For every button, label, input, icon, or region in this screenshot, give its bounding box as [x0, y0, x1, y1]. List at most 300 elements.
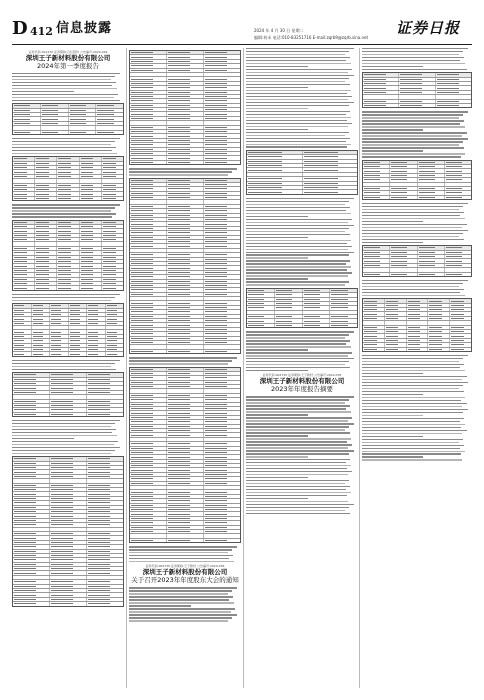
text-line	[362, 206, 463, 207]
body-text	[246, 198, 358, 286]
text-line	[362, 233, 463, 234]
table-cell	[13, 335, 32, 338]
table-cell	[167, 337, 204, 340]
text-line	[246, 93, 347, 94]
table-cell	[204, 196, 240, 199]
table-cell	[13, 175, 35, 178]
table-cell	[87, 576, 123, 579]
table-cell	[167, 521, 204, 524]
table-cell	[204, 73, 240, 76]
table-cell	[50, 348, 69, 351]
table-cell	[13, 506, 50, 509]
table-cell	[13, 339, 32, 342]
text-line	[246, 346, 351, 347]
text-line	[12, 369, 116, 370]
table-cell	[130, 152, 167, 155]
table-cell	[204, 187, 240, 190]
table-cell	[204, 407, 240, 410]
table-cell	[57, 179, 79, 182]
table-cell	[130, 381, 167, 384]
table-cell	[87, 400, 123, 403]
text-line	[129, 608, 235, 609]
table-cell	[69, 117, 97, 120]
notice-report-title: 2024年第一季度报告	[36, 62, 100, 70]
table-cell	[87, 510, 123, 513]
table-cell	[87, 479, 123, 482]
table-cell	[303, 168, 358, 171]
table-cell	[130, 490, 167, 493]
table-cell	[130, 504, 167, 507]
table-cell	[130, 218, 167, 221]
table-cell	[204, 99, 240, 102]
table-cell	[50, 602, 87, 605]
text-line	[129, 596, 233, 597]
table-cell	[130, 486, 167, 489]
table-cell	[130, 517, 167, 520]
table-cell	[204, 345, 240, 348]
table-cell	[130, 240, 167, 243]
column-2	[129, 48, 241, 688]
data-table	[129, 50, 241, 165]
table-cell	[102, 157, 123, 160]
text-line	[362, 459, 462, 460]
table-cell	[167, 468, 204, 471]
table-cell	[445, 174, 471, 177]
table-cell	[450, 299, 471, 302]
table-cell	[428, 312, 450, 315]
table-cell	[130, 126, 167, 129]
table-cell	[303, 324, 331, 327]
text-line	[246, 263, 346, 264]
body-text	[246, 331, 358, 371]
data-table	[246, 150, 358, 195]
text-line	[246, 278, 308, 279]
table-cell	[87, 545, 123, 548]
table-cell	[130, 86, 167, 89]
table-cell	[436, 78, 471, 81]
notice-report-title: 关于召开2023年年度股东大会的通知	[131, 576, 239, 585]
editor-line: 编辑:何禾 电话:010-83251716 E-mail:zqrb9@zqrb.sina.net	[254, 35, 369, 40]
table-cell	[35, 192, 57, 195]
table-cell	[87, 519, 123, 522]
table-cell	[69, 126, 97, 129]
table-cell	[445, 169, 471, 172]
table-cell	[407, 317, 429, 320]
table-cell	[363, 187, 390, 190]
text-line	[362, 117, 459, 118]
table-cell	[13, 571, 50, 574]
table-cell	[130, 179, 167, 182]
table-cell	[69, 352, 88, 355]
table-cell	[204, 288, 240, 291]
table-cell	[428, 326, 450, 329]
table-cell	[13, 395, 50, 398]
table-cell	[130, 403, 167, 406]
table-cell	[13, 378, 50, 381]
text-line	[246, 352, 352, 353]
table-cell	[32, 348, 51, 351]
text-line	[362, 63, 465, 64]
table-cell	[399, 82, 435, 85]
table-cell	[204, 130, 240, 133]
table-cell	[130, 187, 167, 190]
table-cell	[247, 155, 303, 158]
table-cell	[130, 139, 167, 142]
table-cell	[167, 332, 204, 335]
data-table	[12, 103, 124, 135]
table-cell	[363, 251, 390, 254]
table-cell	[167, 438, 204, 441]
table-row	[130, 539, 240, 542]
table-cell	[57, 251, 79, 254]
table-cell	[204, 266, 240, 269]
table-cell	[275, 324, 303, 327]
text-line	[246, 141, 346, 142]
text-line	[362, 358, 463, 359]
table-cell	[167, 319, 204, 322]
text-line	[246, 111, 350, 112]
table-cell	[167, 328, 204, 331]
table-cell	[57, 225, 79, 228]
text-line	[12, 447, 120, 448]
table-cell	[130, 407, 167, 410]
table-cell	[13, 238, 35, 241]
table-cell	[102, 286, 123, 289]
table-cell	[418, 255, 445, 258]
table-cell	[204, 368, 240, 371]
table-cell	[41, 117, 69, 120]
text-line	[362, 224, 467, 225]
column-divider	[243, 48, 244, 688]
text-line	[12, 435, 117, 436]
table-cell	[167, 394, 204, 397]
data-table	[12, 303, 124, 357]
table-cell	[13, 475, 50, 478]
table-cell	[418, 251, 445, 254]
table-cell	[436, 91, 471, 94]
table-cell	[13, 352, 32, 355]
table-cell	[50, 528, 87, 531]
table-cell	[57, 260, 79, 263]
text-line	[362, 66, 423, 67]
table-cell	[247, 315, 275, 318]
text-line	[362, 456, 423, 457]
text-line	[246, 63, 351, 64]
text-line	[246, 243, 347, 244]
text-line	[246, 426, 349, 427]
table-cell	[275, 298, 303, 301]
table-cell	[390, 246, 417, 249]
table-cell	[167, 218, 204, 221]
table-cell	[167, 473, 204, 476]
table-cell	[130, 183, 167, 186]
table-cell	[363, 82, 399, 85]
text-line	[12, 300, 111, 301]
table-cell	[204, 376, 240, 379]
table-cell	[204, 530, 240, 533]
text-line	[12, 207, 115, 208]
table-cell	[204, 429, 240, 432]
table-cell	[204, 152, 240, 155]
text-line	[12, 423, 115, 424]
text-line	[246, 252, 354, 253]
table-cell	[87, 386, 123, 389]
table-cell	[57, 221, 79, 224]
table-cell	[390, 255, 417, 258]
table-cell	[450, 330, 471, 333]
table-cell	[57, 273, 79, 276]
table-cell	[130, 253, 167, 256]
text-line	[362, 453, 461, 454]
table-cell	[130, 73, 167, 76]
table-cell	[204, 490, 240, 493]
table-cell	[50, 352, 69, 355]
table-cell	[13, 408, 50, 411]
table-cell	[87, 344, 106, 347]
table-cell	[204, 411, 240, 414]
table-cell	[130, 156, 167, 159]
table-cell	[204, 381, 240, 384]
table-cell	[399, 78, 435, 81]
table-cell	[363, 348, 385, 351]
text-line	[362, 60, 460, 61]
table-cell	[167, 231, 204, 234]
table-cell	[390, 174, 417, 177]
header-rule	[12, 44, 472, 45]
table-cell	[450, 312, 471, 315]
table-cell	[130, 389, 167, 392]
table-cell	[275, 306, 303, 309]
table-cell	[130, 91, 167, 94]
table-cell	[87, 335, 106, 338]
table-cell	[363, 174, 390, 177]
table-cell	[450, 343, 471, 346]
table-cell	[204, 341, 240, 344]
text-line	[129, 171, 232, 172]
text-line	[246, 444, 352, 445]
table-cell	[204, 284, 240, 287]
table-cell	[204, 499, 240, 502]
table-row	[130, 161, 240, 164]
table-cell	[87, 550, 123, 553]
text-line	[246, 361, 349, 362]
table-cell	[363, 321, 385, 324]
table-cell	[35, 162, 57, 165]
text-line	[246, 228, 349, 229]
table-cell	[390, 191, 417, 194]
table-cell	[167, 460, 204, 463]
table-cell	[80, 282, 102, 285]
table-cell	[13, 558, 50, 561]
table-cell	[167, 205, 204, 208]
table-cell	[167, 82, 204, 85]
table-cell	[247, 177, 303, 180]
text-line	[246, 465, 351, 466]
table-cell	[167, 121, 204, 124]
text-line	[362, 147, 464, 148]
table-cell	[130, 209, 167, 212]
text-line	[12, 73, 120, 74]
table-cell	[390, 259, 417, 262]
text-line	[362, 385, 463, 386]
table-cell	[87, 475, 123, 478]
table-cell	[35, 278, 57, 281]
table-cell	[50, 408, 87, 411]
table-cell	[330, 319, 357, 322]
table-cell	[204, 477, 240, 480]
table-cell	[35, 157, 57, 160]
text-line	[362, 421, 460, 422]
table-cell	[50, 317, 69, 320]
table-cell	[130, 433, 167, 436]
data-table	[12, 156, 124, 201]
table-cell	[106, 317, 124, 320]
text-line	[362, 388, 459, 389]
text-line	[246, 417, 352, 418]
table-cell	[35, 247, 57, 250]
text-line	[246, 438, 351, 439]
text-line	[362, 203, 468, 204]
text-line	[129, 549, 232, 550]
table-cell	[303, 298, 331, 301]
text-line	[246, 272, 352, 273]
table-cell	[407, 312, 429, 315]
text-line	[246, 129, 308, 130]
table-cell	[204, 262, 240, 265]
table-cell	[130, 244, 167, 247]
table-cell	[80, 184, 102, 187]
table-cell	[204, 293, 240, 296]
table-cell	[167, 236, 204, 239]
table-cell	[41, 113, 69, 116]
table-cell	[450, 304, 471, 307]
table-cell	[204, 372, 240, 375]
table-cell	[50, 532, 87, 535]
text-line	[12, 363, 115, 364]
table-cell	[50, 514, 87, 517]
table-cell	[167, 249, 204, 252]
table-cell	[418, 187, 445, 190]
table-cell	[13, 282, 35, 285]
table-cell	[363, 308, 385, 311]
text-line	[12, 444, 114, 445]
table-cell	[87, 523, 123, 526]
table-cell	[130, 55, 167, 58]
table-cell	[50, 523, 87, 526]
notice-code-line: 证券代码:002735 证券简称:王子新材 公告编号:2024-036	[145, 564, 225, 569]
table-cell	[130, 315, 167, 318]
table-cell	[445, 196, 471, 199]
table-cell	[407, 330, 429, 333]
text-line	[246, 281, 349, 282]
table-cell	[57, 264, 79, 267]
text-line	[362, 239, 464, 240]
table-cell	[13, 576, 50, 579]
table-cell	[363, 268, 390, 271]
table-cell	[247, 168, 303, 171]
text-line	[129, 611, 231, 612]
text-line	[12, 432, 112, 433]
text-line	[12, 79, 111, 80]
table-cell	[247, 182, 303, 185]
table-cell	[102, 256, 123, 259]
table-cell	[445, 251, 471, 254]
text-line	[246, 474, 348, 475]
table-cell	[167, 512, 204, 515]
table-cell	[130, 51, 167, 54]
table-cell	[167, 284, 204, 287]
table-cell	[35, 264, 57, 267]
table-cell	[102, 179, 123, 182]
text-line	[246, 420, 348, 421]
table-cell	[69, 304, 88, 307]
table-cell	[167, 99, 204, 102]
table-cell	[399, 73, 435, 76]
table-cell	[247, 173, 303, 176]
table-cell	[87, 598, 123, 601]
table-cell	[50, 506, 87, 509]
table-cell	[167, 293, 204, 296]
body-text	[129, 546, 241, 562]
table-cell	[130, 530, 167, 533]
table-cell	[363, 255, 390, 258]
table-cell	[418, 259, 445, 262]
table-cell	[87, 395, 123, 398]
table-cell	[390, 183, 417, 186]
text-line	[246, 429, 345, 430]
text-line	[246, 462, 346, 463]
table-cell	[330, 306, 357, 309]
table-cell	[204, 504, 240, 507]
table-cell	[130, 341, 167, 344]
table-cell	[96, 126, 123, 129]
table-cell	[204, 104, 240, 107]
table-cell	[102, 197, 123, 200]
table-cell	[13, 484, 50, 487]
table-cell	[130, 398, 167, 401]
text-line	[246, 72, 348, 73]
table-cell	[167, 403, 204, 406]
column-1	[12, 48, 124, 688]
table-cell	[130, 280, 167, 283]
table-row	[247, 324, 357, 327]
table-cell	[303, 306, 331, 309]
table-cell	[13, 470, 50, 473]
body-text	[129, 587, 241, 621]
table-cell	[407, 339, 429, 342]
table-cell	[167, 253, 204, 256]
table-cell	[363, 273, 390, 276]
text-line	[362, 150, 423, 151]
table-cell	[69, 326, 88, 329]
table-cell	[445, 183, 471, 186]
table-cell	[167, 187, 204, 190]
table-cell	[69, 344, 88, 347]
table-cell	[445, 178, 471, 181]
table-cell	[445, 268, 471, 271]
table-cell	[13, 585, 50, 588]
table-cell	[428, 321, 450, 324]
text-line	[246, 337, 345, 338]
table-cell	[204, 337, 240, 340]
table-cell	[13, 113, 41, 116]
table-cell	[418, 165, 445, 168]
table-cell	[13, 567, 50, 570]
table-cell	[167, 429, 204, 432]
table-cell	[445, 161, 471, 164]
table-cell	[50, 373, 87, 376]
table-cell	[450, 334, 471, 337]
